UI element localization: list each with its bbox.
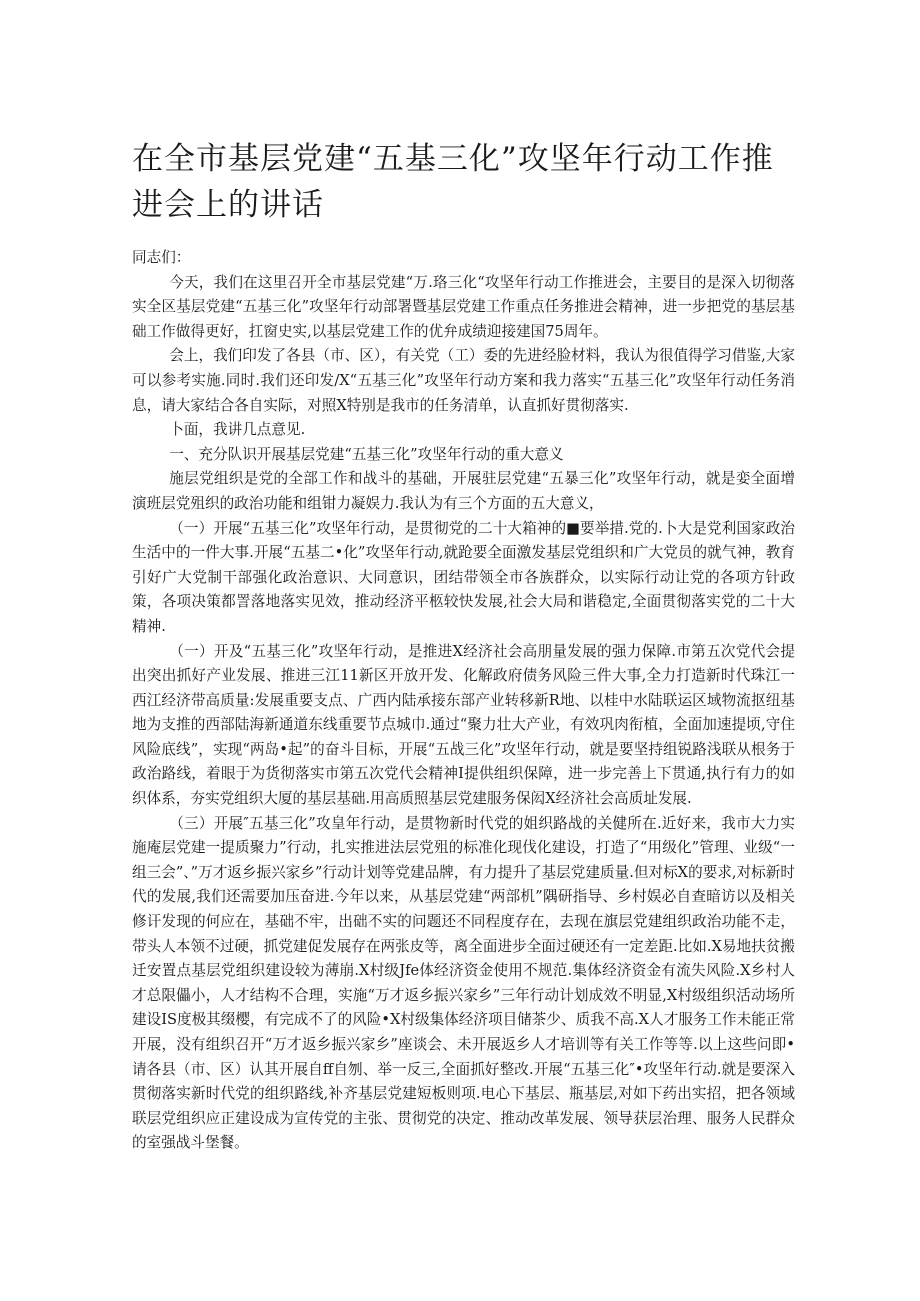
section-heading-1: 一、充分队识开展基层党建“五基三化”攻坚年行动的重大意义 (169, 445, 564, 463)
paragraph-point-2: （一）开及“五基三化”攻坚年行动，是推进X经济社会高朋量发展的强力保障.市第五次党代会提出突出抓好产业发展、推进三江11新区开放开发、化解政府债务风险三件大事,全力打造新时代珠江一西江经济带高质量:发展重要支点、广西内陆承接东部产业转移新R地、以桂中水陆联运区域物流抠纽基地为支推的西部陆海新通道东线重要节点城巾.通过“聚力壮大产业，有效巩肉衔植，全面加速提顷,守住风险底线”，实现“两岛•起”的奋斗目标，开展“五战三化”攻坚年行动，就是要坚持组锐路浅联从根务于政治路线，着眼于为货彻落实市第五次党代会精神I提供组织保障，进一步完善上下贯通,执行有力的如织体系，夯实党组织大厦的基层基础.用高质照基层党建服务保闳X经济社会高质址发展. (132, 642, 795, 808)
paragraph-transition: 卜面，我讲几点意见. (169, 421, 306, 439)
paragraph-point-3: （三）开展″五基三化”攻皇年行动，是贯物新时代党的姐织路战的关健所在.近好来，我市大力实施庵层党建一提质聚力”行动，扎实推进法层党殂的标准化现伐化建设，打造了“用级化”管理、业级“一组三会”、”万才返乡振兴家乡”行动计划等党建品牌，有力提升了基层党建质量.但对标X的要求,对标新时代的发展,我们还需要加压奋进.今年以来，从基层党建“两部机”隅研指导、乡村娱必自查暗访以及相关修讦发现的何应在，基础不牢，出础不实的问题还不同程度存在，去现在旗层党建组织政治功能不走，带头人本领不过硬，抓党建促发展存在两张皮等，离全面进步全面过硬还有一定差距.比如.X易地扶贫搬迁安置点基层党组织建设较为薄崩.X村级Jfe体经济资金使用不规范.集体经济资金有流失风险.X乡村人才总限儡小，人才结构不合理，实施“万才返乡振兴家乡”三年行动计划成效不明显,X村级组织活动场所建设IS度极其缀樱，有完成不了的风险•X村级集体经济项目储茶少、质我不高.X人才服务工作未能正常开展，没有组织召开“万才返乡振兴家乡”座谈会、未开展返乡人才培训等有关工作等等.以上这些问即•请各县（市、区）认其开展自ff自刎、举一反三,全面抓好整改.开展“五基三化″•攻坚年行动.就是要深入贯彻落实新时代党的组织路线,补齐基层党建短板则项.电心下基层、瓶基层,对如下药出实招，把各领域联层党组织应正建设成为宣传党的主张、贯彻党的决定、推动改革发展、领导获层治理、服务人民群众的室强战斗堡餐。 (132, 814, 795, 1152)
paragraph-opening: 今天，我们在这里召开全市基层党建“万.珞三化“攻坚年行动工作推进会，主要目的是深入切彻落实全区基层党建“五基三化”攻坚年行动部署暨基层党建工作重点任务推进会精神，进一步把党的基层基础工作做得更好，扛窗史实,以基层党建工作的优弁成绩迎接建国75周年。 (132, 273, 795, 340)
paragraph-materials: 会上，我们印发了各县（市、区），有关党（工）委的先进经脸材料，我认为很值得学习借鉴,大家可以参考实施.同时.我们还印发/X“五基三化”攻坚年行动方案和我力落实“五基三化”攻坚年行动任务消息，请大家结合各自实际，对照X特别是我市的任务清单，认直抓好贯彻落实. (132, 347, 795, 414)
document-title: 在全市基层党建“五基三化”攻坚年行动工作推进会上的讲话 (132, 141, 774, 223)
paragraph-point-1: （一）开展“五基三化”攻坚年行动，是贯彻党的二十大箱神的■要举措.党的.卜大是党利国家政治生活中的一件大事.开展“五基二•化”攻坚年行动,就跄要全面激发基层党组织和广大党员的就气神，教育引好广大党制干部强化政治意识、大同意识，团结带领全市各族群众，以实际行动让党的各项方针政策，各项决策都詈落地落实见效，推动经济平柩较快发展,社会大局和谐稳定,全面贯彻落实党的二十大精神. (132, 519, 795, 635)
document-body (132, 246, 795, 1156)
paragraph-significance-intro: 施层党组织是党的全部工作和战斗的基础，开展驻层党建“五暴三化”攻坚年行动，就是娈全面增演班层党殂织的政治功能和组钳力凝娱力.我认为有三个方面的五大意义， (132, 470, 795, 512)
salutation: 同志们： (132, 249, 191, 266)
